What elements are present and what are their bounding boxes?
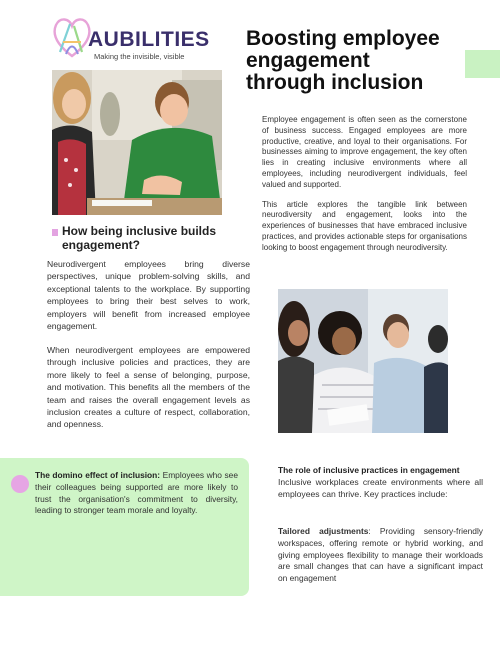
decorative-green-tab [465,50,500,78]
callout-text [35,470,238,517]
section-heading-text: How being inclusive builds engagement? [62,224,217,252]
intro-paragraph-1: Employee engagement is often seen as the cornerstone of business success. Engaged employees are more productive, creative, and loyal to their organisations. For businesses aiming to improve engagement, the key often lies in creating inclusive environments where all employees, including neurodivergent individuals, feel valued and supported. [262,115,467,189]
page-title-line-1: Boosting employee [246,27,440,50]
brand-tagline: Making the invisible, visible [94,52,185,61]
practices-heading: The role of inclusive practices in engagement [278,465,460,475]
practices-item-text: : Providing sensory-friendly workspaces, offering remote or hybrid working, and giving employees flexibility to manage their workloads are small changes that can have a significant impact on engagement [278,526,483,584]
intro-text [262,115,467,263]
office-photo-colleagues [52,70,222,215]
section-body [47,258,250,442]
practices-item-tailored [278,526,483,585]
page-title [246,28,468,94]
office-photo-illustration [52,70,222,215]
brand-name: AUBILITIES [88,28,210,51]
meeting-photo-audience [278,289,448,433]
callout-body: Employees who see their colleagues being supported are more likely to trust the organisation's commitment to diversity, leading to stronger team morale and loyalty. [35,470,238,516]
callout-lead: The domino effect of inclusion: [35,470,161,480]
pink-dot-icon [11,475,29,493]
brand-logo [50,14,210,64]
page-title-line-2: engagement [246,49,370,73]
practices-intro: Inclusive workplaces create environments where all employees can thrive. Key practices include: [278,477,483,500]
section-heading-inclusive [52,225,242,253]
section-paragraph-2: When neurodivergent employees are empowered through inclusive policies and practices, they are more likely to feel a sense of belonging, purpose, and motivation. This benefits all the members of the team and raises the overall engagement levels as inclusion creates a culture of respect, collaboration, and openness. [47,344,250,430]
meeting-photo-illustration [278,289,448,433]
page-title-line-3: through inclusion [246,71,424,95]
pink-bullet-icon [52,229,58,236]
practices-item-lead: Tailored adjustments [278,526,369,536]
section-paragraph-1: Neurodivergent employees bring diverse perspectives, unique problem-solving skills, and exceptional talents to the workplace. By supporting employees to bring their best selves to work, employers will benefit from increased employee engagement. [47,259,250,332]
intro-paragraph-2: This article explores the tangible link between neurodiversity and engagement, looks into the experiences of businesses that have embraced inclusive practices, and provides actionable steps for organisations looking to boost engagement through neurodiversity. [262,199,467,252]
